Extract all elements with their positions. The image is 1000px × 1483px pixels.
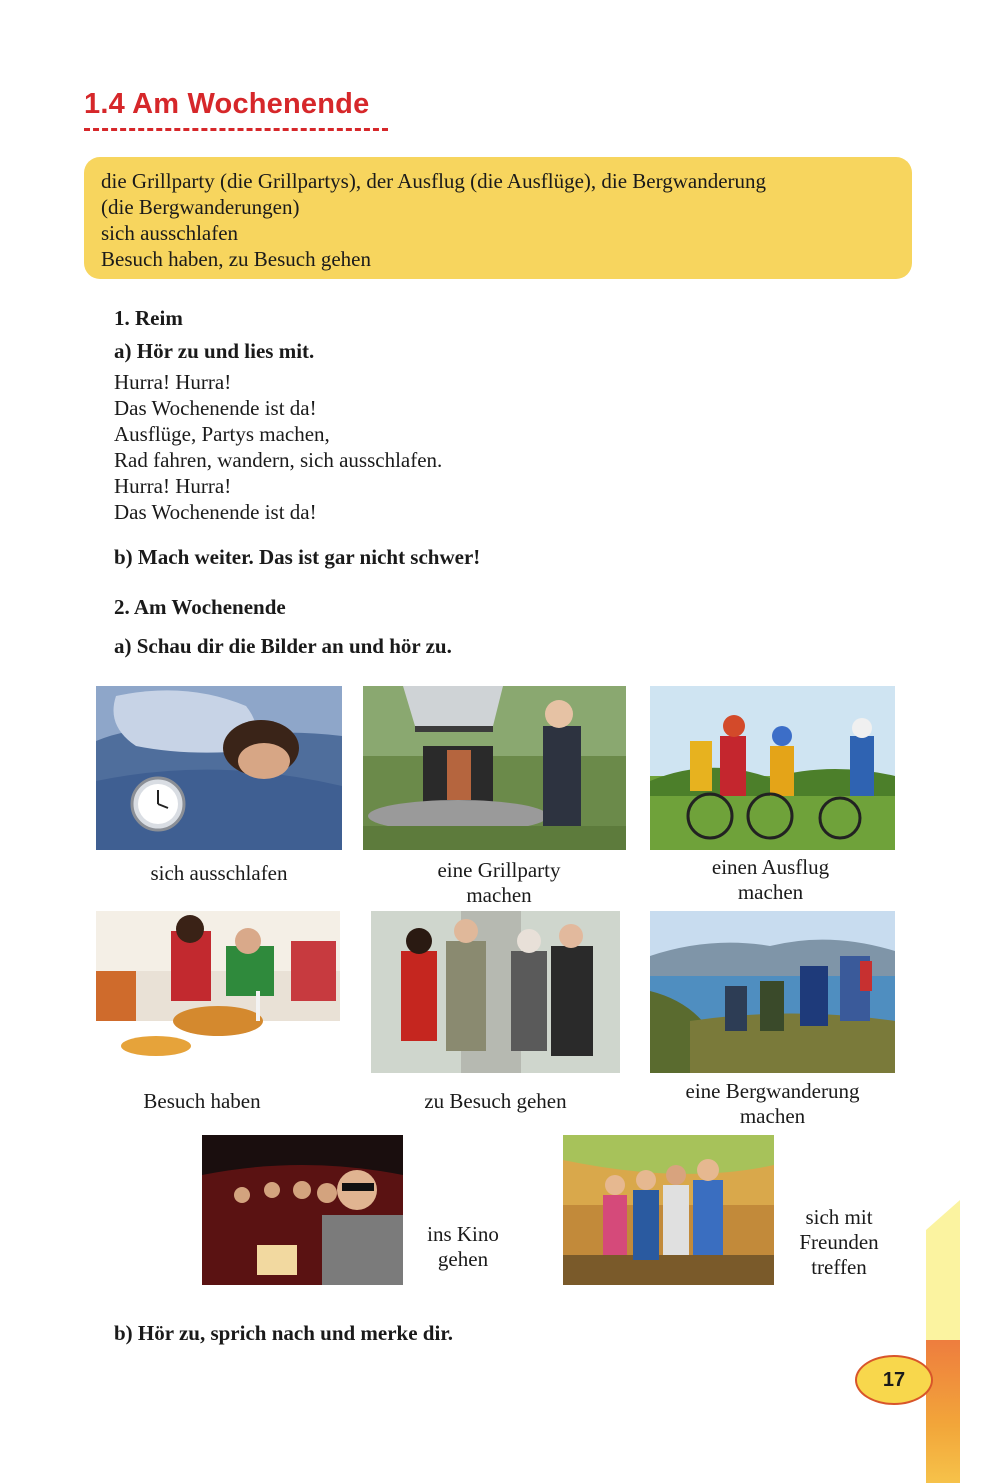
photo-visiting <box>371 911 620 1073</box>
vocab-line: die Grillparty (die Grillpartys), der Ausflug (die Ausflüge), die Bergwanderung <box>101 169 767 193</box>
photo-grill-party <box>363 686 626 850</box>
vocab-line: (die Bergwanderungen) <box>101 195 300 219</box>
page-number-badge: 17 <box>855 1355 933 1405</box>
poem <box>114 369 442 525</box>
caption-cinema: ins Kino gehen <box>427 1222 499 1271</box>
exercise-1a-instruction: a) Hör zu und lies mit. <box>114 339 315 363</box>
section-title: 1.4 Am Wochenende <box>84 88 370 120</box>
exercise-2-heading: 2. Am Wochenende <box>114 595 286 619</box>
exercise-2b-instruction: b) Hör zu, sprich nach und merke dir. <box>114 1321 453 1345</box>
caption-trip: einen Ausflug machen <box>711 855 830 904</box>
exercise-1b-instruction: b) Mach weiter. Das ist gar nicht schwer! <box>114 545 481 569</box>
page-edge-corner <box>926 1200 960 1230</box>
title-underline <box>84 128 388 131</box>
poem-line: Rad fahren, wandern, sich ausschlafen. <box>114 448 443 472</box>
poem-line: Hurra! Hurra! <box>114 370 232 394</box>
poem-line: Das Wochenende ist da! <box>114 500 317 524</box>
vocab-line: Besuch haben, zu Besuch gehen <box>101 247 371 271</box>
exercise-1-heading: 1. Reim <box>114 306 183 330</box>
caption-visitors: Besuch haben <box>143 1089 261 1113</box>
page-edge-accent <box>926 1340 960 1483</box>
vocab-line: sich ausschlafen <box>101 221 239 245</box>
caption-visit: zu Besuch gehen <box>424 1089 567 1113</box>
caption-friends: sich mit Freunden treffen <box>799 1205 879 1279</box>
poem-line: Hurra! Hurra! <box>114 474 232 498</box>
photo-cinema <box>202 1135 403 1285</box>
photo-family-dinner <box>96 911 340 1073</box>
photo-sleeping <box>96 686 342 850</box>
photo-mountain-hike <box>650 911 895 1073</box>
photo-bike-trip <box>650 686 895 850</box>
caption-hike: eine Bergwanderung machen <box>685 1079 860 1128</box>
poem-line: Das Wochenende ist da! <box>114 396 317 420</box>
vocabulary-box <box>84 157 912 279</box>
poem-line: Ausflüge, Partys machen, <box>114 422 330 446</box>
caption-grill: eine Grillparty machen <box>437 858 561 907</box>
photo-friends <box>563 1135 774 1285</box>
caption-sleep: sich ausschlafen <box>150 861 288 885</box>
exercise-2a-instruction: a) Schau dir die Bilder an und hör zu. <box>114 634 452 658</box>
